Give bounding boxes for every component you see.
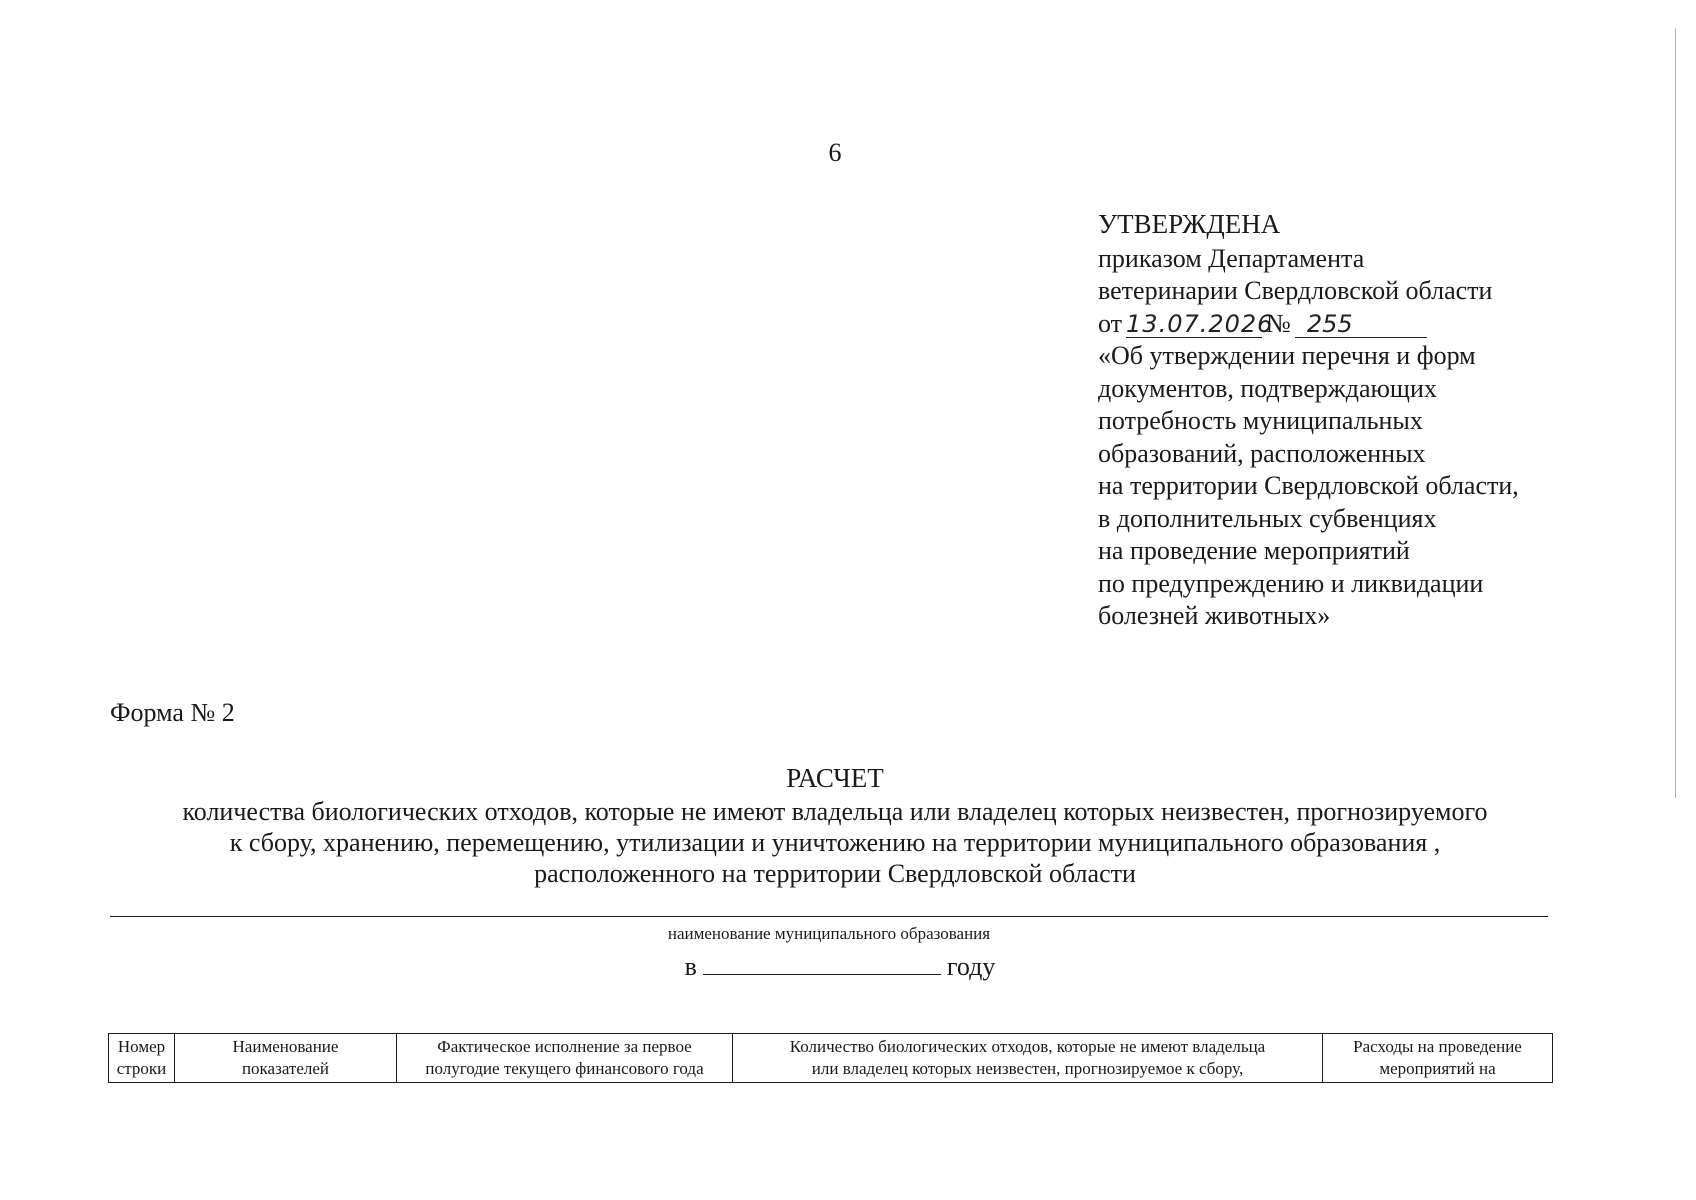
year-blank — [703, 954, 941, 975]
approval-subject-line: образований, расположенных — [1098, 438, 1426, 468]
table-header-row — [109, 1034, 1553, 1083]
year-line — [0, 952, 1680, 982]
document-title — [110, 763, 1560, 889]
title-heading: РАСЧЕТ — [786, 763, 884, 793]
approval-subject-line: документов, подтверждающих — [1098, 373, 1437, 403]
header-expenses — [1323, 1034, 1553, 1083]
header-text: строки — [116, 1059, 167, 1078]
approval-subject-line: болезней животных» — [1098, 601, 1331, 630]
handwritten-date: 13.07.2026 — [1126, 309, 1274, 338]
header-actual-execution — [397, 1034, 733, 1083]
approval-subject-line: потребность муниципальных — [1098, 406, 1423, 435]
header-text: Номер — [117, 1037, 166, 1056]
approval-subject-line: на проведение мероприятий — [1098, 536, 1410, 565]
header-text: Расходы на проведение — [1353, 1037, 1522, 1056]
municipality-blank-line — [110, 916, 1548, 917]
title-line: количества биологических отходов, которые не имеют владельца или владелец которых неизвестен, прогнозируемого — [182, 797, 1488, 826]
approval-subject-line: по предупреждению и ликвидации — [1098, 568, 1484, 598]
header-row-number — [109, 1034, 175, 1083]
approval-subject-line: в дополнительных субвенциях — [1098, 503, 1437, 533]
number-sign: № — [1266, 308, 1291, 338]
approval-title: УТВЕРЖДЕНА — [1098, 209, 1281, 239]
header-text: Количество биологических отходов, которые не имеют владельца — [789, 1037, 1266, 1056]
header-text: показателей — [241, 1059, 330, 1078]
title-line: расположенного на территории Свердловской области — [534, 859, 1136, 888]
handwritten-number: 255 — [1295, 311, 1427, 338]
header-text: Фактическое исполнение за первое — [437, 1037, 692, 1056]
approval-subject-line: на территории Свердловской области, — [1098, 471, 1519, 500]
approval-line-2: ветеринарии Свердловской области — [1098, 276, 1493, 305]
header-text: Наименование — [232, 1037, 339, 1056]
header-text: полугодие текущего финансового года — [425, 1059, 704, 1078]
year-suffix: году — [946, 952, 996, 981]
form-label: Форма № 2 — [110, 698, 235, 727]
header-text: или владелец которых неизвестен, прогнозируемое к сбору, — [811, 1059, 1244, 1078]
approval-subject-line: «Об утверждении перечня и форм — [1098, 341, 1476, 370]
page-number: 6 — [828, 138, 842, 167]
calculation-table — [108, 1033, 1553, 1083]
approval-date-line — [1098, 308, 1578, 341]
header-indicator-name — [175, 1034, 397, 1083]
page-edge-line — [1675, 28, 1676, 798]
approval-block — [1098, 208, 1578, 633]
approval-line-1: приказом Департамента — [1098, 243, 1365, 273]
municipality-caption: наименование муниципального образования — [667, 924, 991, 943]
date-prefix: от — [1098, 308, 1123, 338]
title-line: к сбору, хранению, перемещению, утилизации и уничтожению на территории муниципального образования , — [229, 828, 1441, 857]
header-text: мероприятий на — [1379, 1059, 1496, 1078]
header-waste-quantity — [733, 1034, 1323, 1083]
year-prefix: в — [684, 952, 697, 981]
